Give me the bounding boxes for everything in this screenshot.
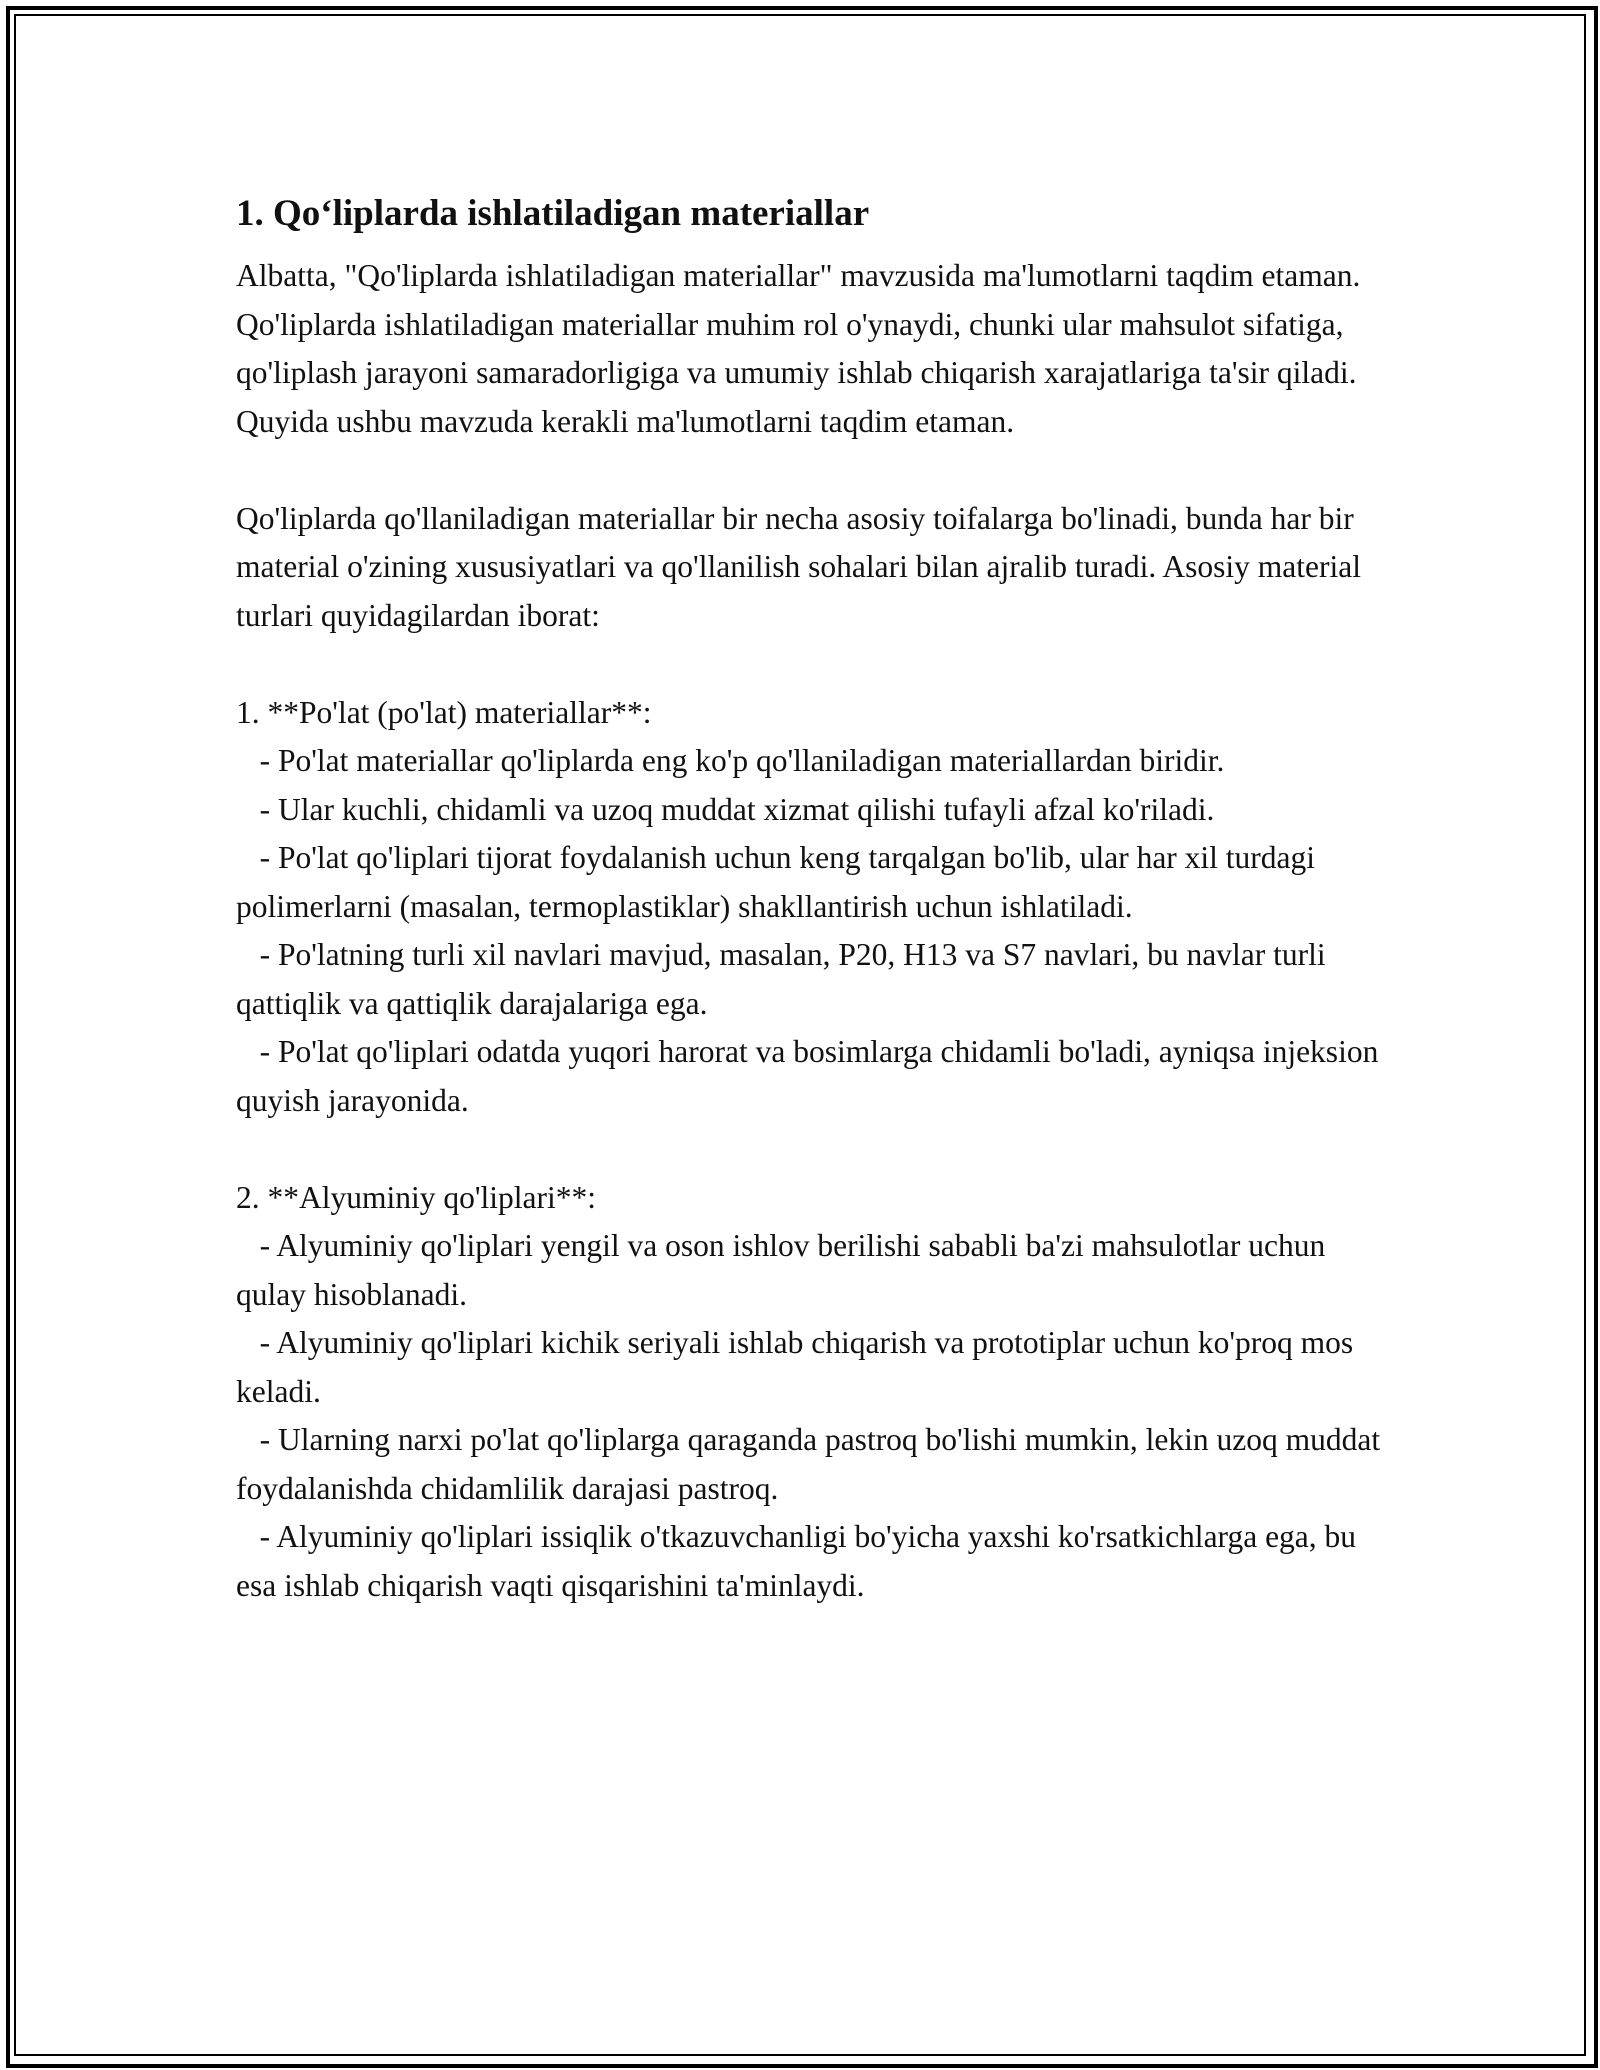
paragraph-gap [236, 1125, 1386, 1174]
overview-paragraph: Qo'liplarda qo'llaniladigan materiallar bir necha asosiy toifalarga bo'linadi, bunda har bir material o'zining xususiyatlari va qo'llanilish sohalari bilan ajralib turadi. Asosiy material turlari quyidagilardan iborat: [236, 500, 1369, 633]
list-item: - Po'lat qo'liplari tijorat foydalanish uchun keng tarqalgan bo'lib, ular har xil turdagi polimerlarni (masalan, termoplastiklar) shakllantirish uchun ishlatiladi. [236, 840, 1323, 924]
list-item: - Ularning narxi po'lat qo'liplarga qaraganda pastroq bo'lishi mumkin, lekin uzoq muddat foydalanishda chidamlilik darajasi pastroq. [236, 1422, 1388, 1506]
section-aluminium [236, 1174, 1386, 1611]
section-steel [236, 689, 1386, 1126]
section-title: 2. **Alyuminiy qo'liplari**: [236, 1179, 597, 1215]
document-heading: 1. Qo‘liplarda ishlatiladigan materiallar [236, 193, 870, 234]
section-title: 1. **Po'lat (po'lat) materiallar**: [236, 694, 652, 730]
paragraph-gap [236, 446, 1386, 495]
paragraph-gap [236, 640, 1386, 689]
intro-paragraph: Albatta, "Qo'liplarda ishlatiladigan materiallar" mavzusida ma'lumotlarni taqdim etaman. Qo'liplarda ishlatiladigan materiallar muhim rol o'ynaydi, chunki ular mahsulot sifatiga, qo'liplash jarayoni samaradorligiga va umumiy ishlab chiqarish xarajatlariga ta'sir qiladi. Quyida ushbu mavzuda kerakli ma'lumotlarni taqdim etaman. [236, 258, 1369, 439]
list-item: - Ular kuchli, chidamli va uzoq muddat xizmat qilishi tufayli afzal ko'riladi. [236, 791, 1215, 827]
document-body [236, 186, 1386, 1610]
list-item: - Po'latning turli xil navlari mavjud, masalan, P20, H13 va S7 navlari, bu navlar turli qattiqlik va qattiqlik darajalariga ega. [236, 937, 1334, 1021]
list-item: - Po'lat materiallar qo'liplarda eng ko'p qo'llaniladigan materiallardan biridir. [236, 743, 1225, 778]
list-item: - Po'lat qo'liplari odatda yuqori harorat va bosimlarga chidamli bo'ladi, ayniqsa injeksion quyish jarayonida. [236, 1034, 1387, 1118]
list-item: - Alyuminiy qo'liplari kichik seriyali ishlab chiqarish va prototiplar uchun ko'proq mos keladi. [236, 1325, 1362, 1409]
list-item: - Alyuminiy qo'liplari issiqlik o'tkazuvchanligi bo'yicha yaxshi ko'rsatkichlarga ega, bu esa ishlab chiqarish vaqti qisqarishini ta'minlaydi. [236, 1519, 1364, 1603]
list-item: - Alyuminiy qo'liplari yengil va oson ishlov berilishi sababli ba'zi mahsulotlar uchun qulay hisoblanadi. [236, 1228, 1334, 1312]
